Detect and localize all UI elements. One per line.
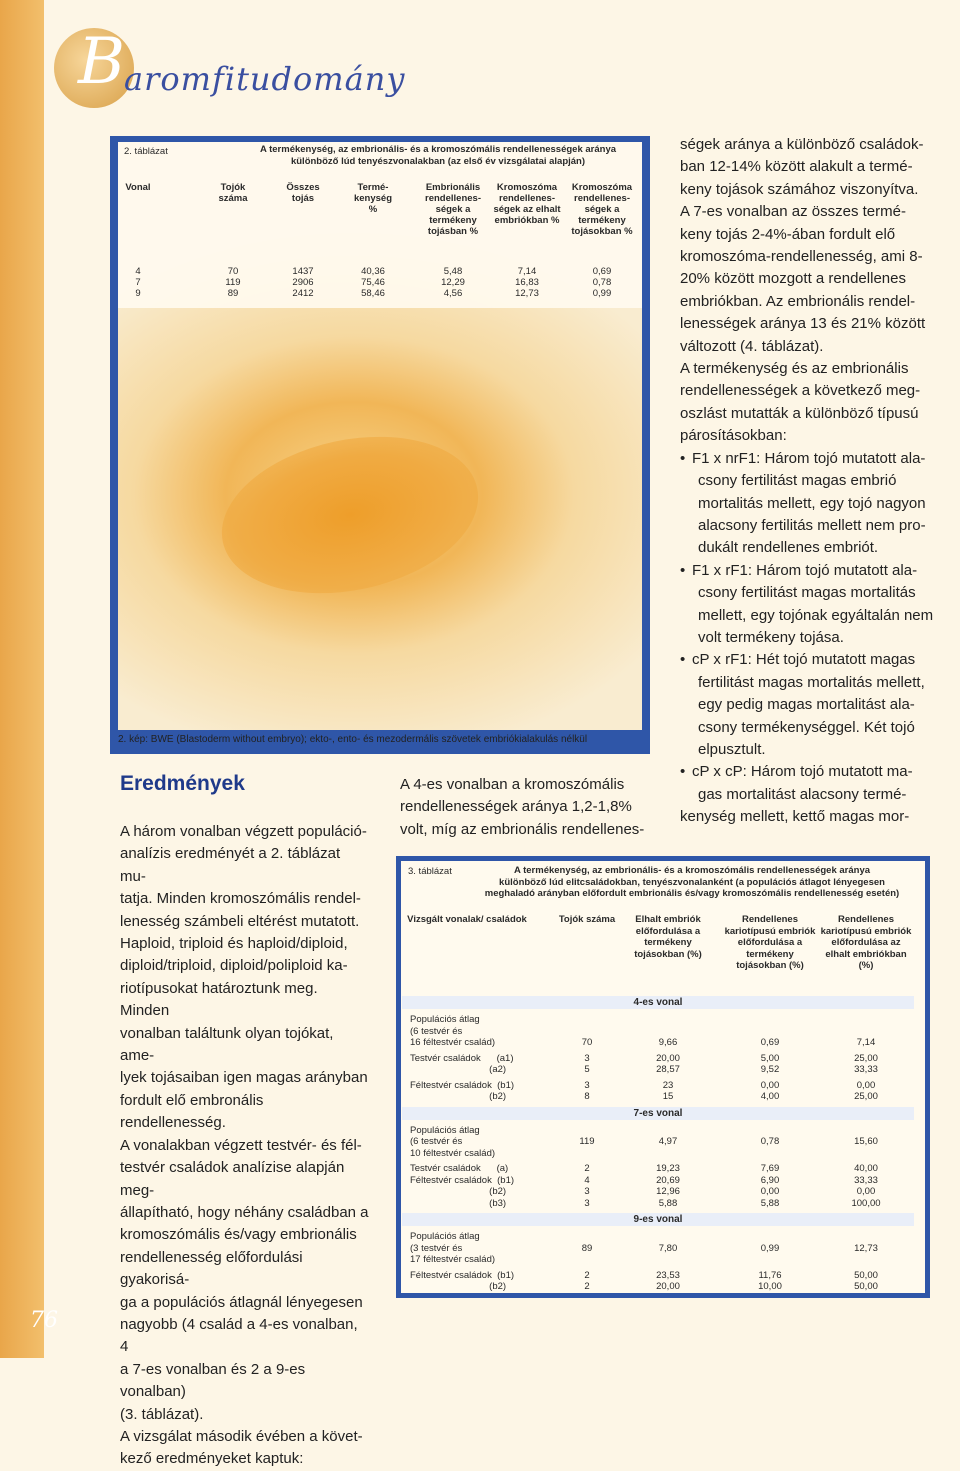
table-3-cell: 7,69 (760, 1163, 780, 1174)
header-initial-letter: B (78, 25, 126, 99)
table-3-cell: 20,69 (656, 1174, 680, 1186)
table-3-cell: 12,96 (656, 1186, 680, 1197)
table-3-cell: 12,73 (854, 1242, 878, 1254)
table-3-row-label: (6 testvér és (410, 1025, 463, 1037)
text-line (680, 134, 950, 156)
text-line: ga a populációs átlagnál lényegesen (120, 1293, 363, 1311)
text-line (680, 560, 950, 582)
text-line (680, 156, 950, 178)
table-2-cell: 89 (227, 288, 239, 299)
text-line: diploid/triploid, diploid/poliploid ka- (120, 957, 348, 975)
text-line-content: volt termékeny tojása. (698, 628, 844, 646)
table-3-row-label: (b2) (410, 1186, 507, 1197)
table-3-cell: 0,78 (760, 1136, 780, 1147)
text-line: volt, míg az embrionális rendellenes- (400, 820, 645, 838)
table-3-cell: 4 (584, 1174, 590, 1186)
text-line (680, 627, 950, 649)
table-2-title-line: különböző lúd tenyészvonalakban (az első év vizsgálatai alapján) (290, 156, 586, 167)
table-3-title-line: A termékenység, az embrionális- és a kromoszómális rendellenességek aránya (513, 865, 871, 876)
table-3-cell: 25,00 (854, 1091, 878, 1102)
bullet-marker: • (680, 561, 686, 579)
text-line: vonalban találtunk olyan tojókat, ame- (120, 1024, 334, 1065)
table-3-title-line: különböző lúd elitcsaládokban, tenyészvonalanként (a populációs átlagot lényegesen (499, 876, 885, 888)
text-line-content: lenességek aránya 13 és 21% között (680, 315, 926, 333)
text-line: fordult elő embronális rendellenesség. (120, 1091, 264, 1132)
table-3-cell: 50,00 (854, 1281, 878, 1292)
text-line (680, 515, 950, 537)
table-3-cell: 4,97 (658, 1136, 678, 1147)
text-line (680, 694, 950, 716)
table-3-cell: 9,52 (760, 1064, 780, 1075)
table-2-cell: 7 (135, 277, 141, 288)
table-2-cell: 119 (225, 277, 241, 288)
right-column-text (680, 134, 950, 829)
table-3-cell: 4,00 (760, 1091, 780, 1102)
table-2-cell: 2906 (292, 277, 314, 288)
text-line-content: változott (4. táblázat). (680, 337, 824, 355)
text-line (680, 224, 950, 246)
text-line: tatja. Minden kromoszómális rendel- (120, 890, 361, 908)
table-3-cell: 23,53 (656, 1269, 680, 1281)
table-3-section-title: 7-es vonal (402, 1107, 914, 1120)
table-2-cell: 70 (227, 266, 239, 277)
table-2 (118, 142, 642, 308)
text-line-content: csony fertilitást magas embrió (698, 472, 897, 490)
text-line (680, 537, 950, 559)
table-3-cell: 119 (579, 1136, 595, 1147)
text-line-content: F1 x nrF1: Három tojó mutatott ala- (692, 449, 926, 467)
text-line (680, 448, 950, 470)
text-line: A vizsgálat második évében a követ- (120, 1427, 363, 1445)
text-line: (3. táblázat). (120, 1405, 204, 1423)
text-line-content: cP x cP: Három tojó mutatott ma- (692, 763, 913, 781)
table-3-cell: 11,76 (758, 1269, 782, 1281)
text-line (680, 179, 950, 201)
text-line (680, 784, 950, 806)
table-3-cell: 8 (584, 1091, 590, 1102)
text-line (680, 649, 950, 671)
table-2-cell: 1437 (292, 266, 314, 277)
table-3-cell: 5,88 (658, 1197, 678, 1209)
text-line-content: kromoszóma-rendellenesség, ami 8- (680, 248, 923, 266)
text-line: kező eredményeket kaptuk: (120, 1450, 304, 1468)
table-3-cell: 2 (584, 1281, 590, 1292)
table-2-cell: 12,73 (515, 288, 539, 299)
table-2-header: Tojók száma (218, 182, 248, 204)
table-3-row-label: (b3) (410, 1197, 507, 1209)
table-3-cell: 19,23 (656, 1163, 680, 1174)
text-line (680, 717, 950, 739)
text-line: riotípusokat határoztunk meg. Minden (120, 979, 318, 1020)
table-3-cell: 3 (584, 1197, 590, 1209)
table-3-title-line: meghaladó arányban előfordult embrionális és/vagy kromoszómális rendellenesség esetén) (484, 888, 900, 899)
table-3-cell: 0,00 (760, 1186, 780, 1197)
results-heading: Eredmények (120, 772, 245, 795)
table-3-header: Tojók száma (558, 914, 616, 925)
table-3-row-label: 16 féltestvér család) (410, 1037, 496, 1048)
text-line-content: 20% között mozgott a rendellenes (680, 270, 906, 288)
text-line-content: F1 x rF1: Három tojó mutatott ala- (692, 561, 918, 579)
text-line (680, 761, 950, 783)
text-line: rendellenesség előfordulási gyakorisá- (120, 1248, 303, 1289)
text-line-content: mellett, egy tojónak egyáltalán nem (698, 606, 934, 624)
table-3-cell: 0,00 (760, 1079, 780, 1091)
page-number: 76 (30, 1308, 58, 1333)
table-3-cell: 15,60 (854, 1136, 878, 1147)
table-3-cell: 15 (662, 1091, 674, 1102)
table-3-header: Rendellenes kariotípusú embriók előfordulása az elhalt embriókban (%) (820, 914, 912, 971)
text-line (680, 493, 950, 515)
table-3-cell: 0,00 (856, 1186, 876, 1197)
table-2-label: 2. táblázat (124, 146, 168, 157)
table-3-row-label: (b2) (410, 1091, 507, 1102)
table-3-header: Elhalt embriók előfordulása a termékeny tojásokban (%) (634, 914, 702, 960)
table-3-cell: 33,33 (854, 1064, 878, 1075)
table-3-cell: 0,69 (760, 1037, 780, 1048)
text-line (680, 739, 950, 761)
table-3-title (472, 865, 912, 900)
text-line (680, 336, 950, 358)
table-3-cell: 7,80 (658, 1242, 678, 1254)
table-3-section-title: 9-es vonal (402, 1213, 914, 1226)
table-3-row-label: Populációs átlag (410, 1014, 480, 1025)
table-3-row-label: Populációs átlag (410, 1231, 480, 1242)
bullet-marker: • (680, 449, 686, 467)
text-line (680, 806, 950, 828)
text-line (680, 403, 950, 425)
text-line-content: keny tojások számához viszonyítva. (680, 180, 919, 198)
table-2-cell: 58,46 (361, 288, 385, 299)
table-2-cell: 2412 (292, 288, 314, 299)
table-3-cell: 3 (584, 1079, 590, 1091)
text-line: nagyobb (4 család a 4-es vonalban, 4 (120, 1315, 358, 1356)
text-line: analízis eredményét a 2. táblázat mu- (120, 845, 341, 885)
table-3-cell: 33,33 (854, 1174, 878, 1186)
table-3-row-label: 10 féltestvér család) (410, 1147, 496, 1159)
table-3-row-label: Testvér családok (a1) (410, 1052, 514, 1064)
table-2-cell: 4,56 (443, 288, 463, 299)
text-line-content: alacsony fertilitás mellett nem pro- (698, 516, 926, 534)
text-line-content: fertilitást magas mortalitás mellett, (698, 673, 925, 691)
table-3-cell: 3 (584, 1186, 590, 1197)
text-line-content: rendellenességek a következő meg- (680, 382, 921, 400)
text-line-content: ban 12-14% között alakult a termé- (680, 158, 913, 176)
table-3-cell: 40,00 (854, 1163, 878, 1174)
table-3-section-title: 4-es vonal (402, 996, 914, 1009)
text-line: A vonalakban végzett testvér- és fél- (120, 1136, 362, 1154)
text-line: A három vonalban végzett populáció- (120, 823, 367, 840)
table-3-label: 3. táblázat (408, 866, 452, 877)
table-3-cell: 20,00 (656, 1052, 680, 1064)
table-2-cell: 7,14 (517, 266, 537, 277)
text-line (680, 201, 950, 223)
table-3-cell: 10,00 (758, 1281, 782, 1292)
table-3-cell: 2 (584, 1269, 590, 1281)
table-3-cell: 7,14 (856, 1037, 876, 1048)
table-3-header: Rendellenes kariotípusú embriók előfordulása a termékeny tojásokban (%) (724, 914, 816, 971)
text-line: A 4-es vonalban a kromoszómális (400, 776, 625, 793)
text-line-content: A termékenység és az embrionális (680, 360, 909, 378)
table-3-cell: 50,00 (854, 1269, 878, 1281)
text-line (680, 268, 950, 290)
table-2-header: Termé-kenység % (353, 182, 393, 215)
text-line: lyek tojásaiban igen magas arányban (120, 1069, 368, 1087)
text-line (680, 425, 950, 447)
text-line-content: mortalitás mellett, egy tojó nagyon (698, 494, 926, 512)
table-2-cell: 5,48 (443, 266, 463, 277)
middle-column-text (400, 774, 650, 841)
table-2-title (238, 144, 638, 168)
table-2-header: Embrionális rendellenes-ségek a termékeny tojásban % (425, 182, 481, 237)
table-3-cell: 70 (581, 1037, 593, 1048)
table-3-row-label: Féltestvér családok (b1) (410, 1174, 515, 1186)
text-line (680, 358, 950, 380)
table-2-header: Összes tojás (286, 182, 320, 204)
text-line-content: cP x rF1: Hét tojó mutatott magas (692, 651, 916, 669)
table-3-cell: 0,99 (760, 1242, 780, 1254)
table-3-header: Vizsgált vonalak/ családok (407, 914, 527, 925)
table-3-cell: 89 (581, 1242, 593, 1254)
text-line (680, 291, 950, 313)
text-line: állapítható, hogy néhány családban a (120, 1203, 369, 1221)
text-line-content: A 7-es vonalban az összes termé- (680, 203, 906, 221)
table-2-cell: 40,36 (361, 266, 385, 277)
table-2-cell: 16,83 (515, 277, 539, 288)
table-3-row-label: (3 testvér és (410, 1242, 463, 1254)
left-margin-stripe (0, 0, 44, 1358)
text-line-content: párosításokban: (680, 427, 787, 445)
table-3-row-label: (a2) (410, 1064, 507, 1075)
bullet-marker: • (680, 763, 686, 781)
table-3-row-label: Populációs átlag (410, 1124, 480, 1136)
table-2-header: Kromoszóma rendellenes-ségek az elhalt embriókban % (493, 182, 561, 226)
text-line-content: dukált rendellenes embriót. (698, 539, 879, 557)
text-line (680, 246, 950, 268)
text-line (680, 380, 950, 402)
bullet-marker: • (680, 651, 686, 669)
table-2-cell: 0,99 (592, 288, 612, 299)
table-3-cell: 20,00 (656, 1281, 680, 1292)
text-line-content: kenység mellett, kettő magas mor- (680, 808, 910, 826)
table-3-row-label: Féltestvér családok (b1) (410, 1269, 515, 1281)
table-2-header: Kromoszóma rendellenes-ségek a termékeny tojásokban % (571, 182, 633, 237)
table-3-cell: 28,57 (656, 1064, 680, 1075)
table-2-header: Vonal (125, 182, 151, 193)
text-line-content: embriókban. Az embrionális rendel- (680, 292, 916, 310)
table-3-row-label: 17 féltestvér család) (410, 1254, 496, 1265)
text-line (680, 582, 950, 604)
table-3-cell: 5 (584, 1064, 590, 1075)
table-2-cell: 75,46 (361, 277, 385, 288)
table-3-cell: 5,88 (760, 1197, 780, 1209)
text-line: a 7-es vonalban és 2 a 9-es vonalban) (120, 1360, 306, 1401)
text-line-content: egy pedig magas mortalitást ala- (698, 696, 915, 714)
table-3-cell: 100,00 (851, 1197, 881, 1209)
header-title: aromfitudomány (124, 60, 406, 98)
table-3-row-label: (b2) (410, 1281, 507, 1292)
text-line (680, 470, 950, 492)
table-3-cell: 0,00 (856, 1079, 876, 1091)
text-line-content: keny tojás 2-4%-ában fordult elő (680, 225, 896, 243)
text-line (680, 605, 950, 627)
table-2-cell: 12,29 (441, 277, 465, 288)
text-line-content: oszlást mutatták a különböző típusú (680, 404, 919, 422)
table-2-cell: 9 (135, 288, 141, 299)
table-3-cell: 23 (662, 1079, 674, 1091)
text-line: Haploid, triploid és haploid/diploid, (120, 935, 348, 953)
table-3-cell: 25,00 (854, 1052, 878, 1064)
text-line: testvér családok analízise alapján meg- (120, 1159, 345, 1199)
table-3-row-label: Testvér családok (a) (410, 1163, 509, 1174)
text-line-content: ségek aránya a különböző családok- (680, 136, 924, 153)
text-line: rendellenességek aránya 1,2-1,8% (400, 798, 632, 816)
table-2-title-line: A termékenység, az embrionális- és a kromoszómális rendellenességek aránya (259, 144, 617, 155)
text-line: lenesség számbeli eltérést mutatott. (120, 912, 360, 930)
text-line-content: csony termékenységgel. Két tojó (698, 718, 915, 736)
text-line-content: gas mortalitást alacsony termé- (698, 785, 907, 803)
table-2-cell: 0,78 (592, 277, 612, 288)
table-3-cell: 6,90 (760, 1174, 780, 1186)
text-line (680, 313, 950, 335)
table-2-cell: 0,69 (592, 266, 612, 277)
left-column-text (120, 821, 370, 1471)
table-3-cell: 9,66 (658, 1037, 678, 1048)
table-3-row-label: Féltestvér családok (b1) (410, 1079, 515, 1091)
table-3-cell: 2 (584, 1163, 590, 1174)
text-line: kromoszómális és/vagy embrionális (120, 1226, 357, 1244)
text-line (680, 672, 950, 694)
table-3-cell: 3 (584, 1052, 590, 1064)
table-3-cell: 5,00 (760, 1052, 780, 1064)
text-line-content: elpusztult. (698, 740, 766, 758)
table-2-cell: 4 (135, 266, 141, 277)
table-3-row-label: (6 testvér és (410, 1136, 463, 1147)
photo-caption: 2. kép: BWE (Blastoderm without embryo); ekto-, ento- és mezodermális szövetek embriókialakulás nélkül (118, 734, 588, 745)
text-line-content: csony fertilitást magas mortalitás (698, 584, 916, 602)
